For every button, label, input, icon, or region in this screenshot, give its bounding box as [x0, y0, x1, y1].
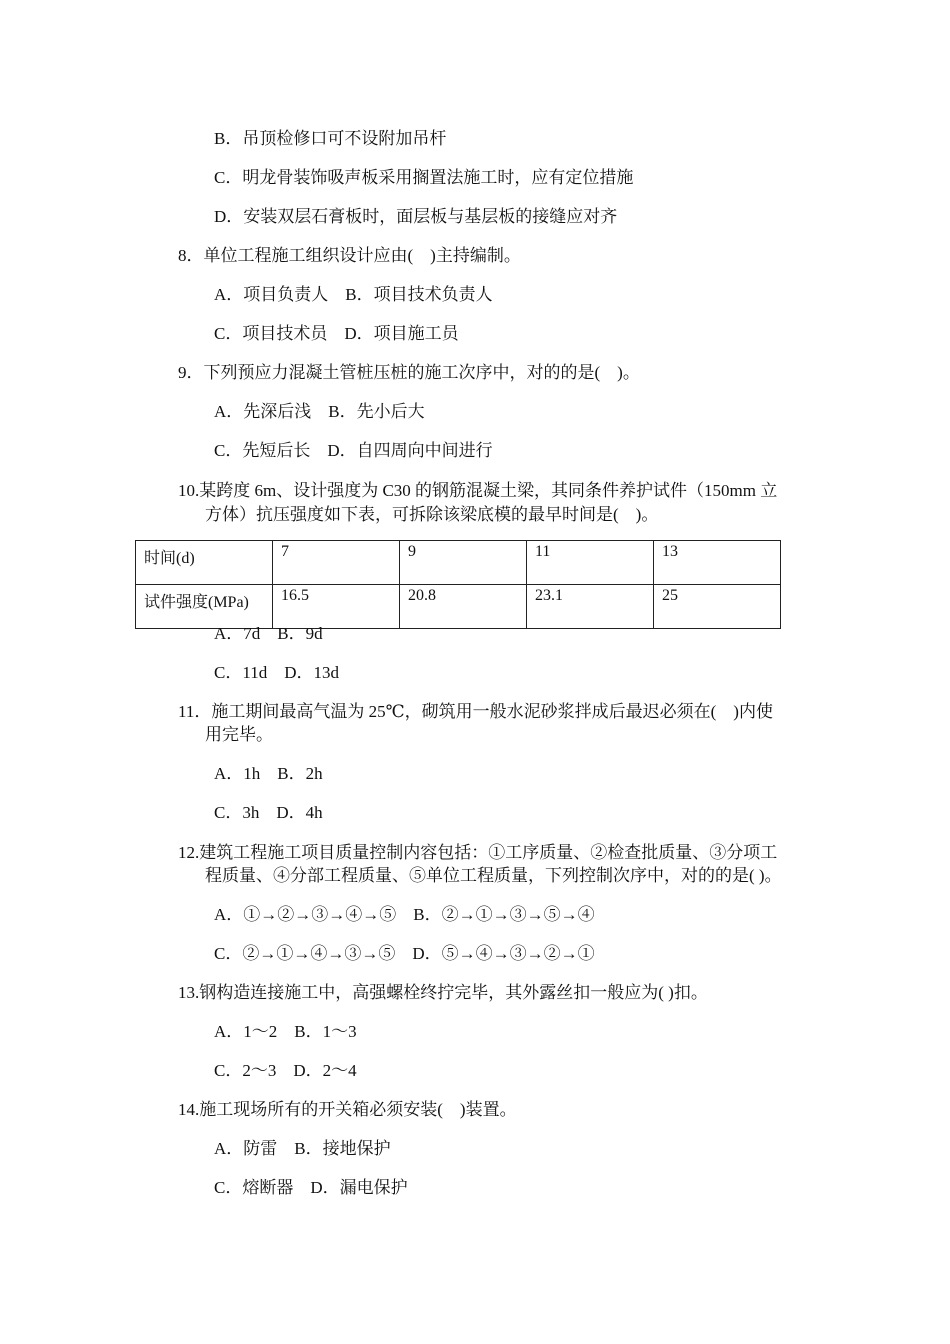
table-row	[136, 585, 781, 629]
question-12-line1: 12.建筑工程施工项目质量控制内容包括：①工序质量、②检查批质量、③分项工	[178, 843, 778, 862]
q14-options-ab: A．防雷 B．接地保护	[214, 1139, 391, 1158]
question-11-line1: 11．施工期间最高气温为 25℃，砌筑用一般水泥砂浆拌成后最迟必须在( )内使	[178, 702, 773, 721]
question-9: 9．下列预应力混凝土管桩压桩的施工次序中，对的的是( )。	[178, 363, 640, 382]
question-10-line1: 10.某跨度 6m、设计强度为 C30 的钢筋混凝土梁，其同条件养护试件（150mm 立	[178, 481, 778, 500]
table-cell: 20.8	[400, 585, 527, 629]
table-cell: 16.5	[273, 585, 400, 629]
q10-options-cd: C．11d D．13d	[214, 663, 339, 682]
question-11-line2: 用完毕。	[205, 725, 273, 744]
q9-options-cd: C．先短后长 D．自四周向中间进行	[214, 441, 493, 460]
table-row	[136, 541, 781, 585]
table-header-time: 时间(d)	[136, 541, 273, 585]
question-12-line2: 程质量、④分部工程质量、⑤单位工程质量，下列控制次序中，对的的是( )。	[205, 866, 782, 885]
q14-options-cd: C．熔断器 D．漏电保护	[214, 1178, 408, 1197]
question-13: 13.钢构造连接施工中，高强螺栓终拧完毕，其外露丝扣一般应为( )扣。	[178, 983, 708, 1002]
q8-options-cd: C．项目技术员 D．项目施工员	[214, 324, 459, 343]
q12-options-ab: A．①→②→③→④→⑤ B．②→①→③→⑤→④	[214, 905, 595, 924]
table-cell: 11	[527, 541, 654, 585]
table-cell: 23.1	[527, 585, 654, 629]
table-header-strength: 试件强度(MPa)	[136, 585, 273, 629]
q13-options-ab: A．1～2 B．1～3	[214, 1022, 357, 1041]
q11-options-ab: A．1h B．2h	[214, 764, 323, 783]
q7-option-b: B．吊顶检修口可不设附加吊杆	[214, 129, 447, 148]
table-cell: 25	[654, 585, 781, 629]
question-14: 14.施工现场所有的开关箱必须安装( )装置。	[178, 1100, 517, 1119]
q7-option-c: C．明龙骨装饰吸声板采用搁置法施工时，应有定位措施	[214, 168, 634, 187]
q7-option-d: D．安装双层石膏板时，面层板与基层板的接缝应对齐	[214, 207, 618, 226]
table-cell: 7	[273, 541, 400, 585]
table-cell: 9	[400, 541, 527, 585]
q11-options-cd: C．3h D．4h	[214, 803, 323, 822]
q13-options-cd: C．2～3 D．2～4	[214, 1061, 357, 1080]
question-10-line2: 方体）抗压强度如下表，可拆除该梁底模的最早时间是( )。	[205, 505, 659, 524]
q8-options-ab: A．项目负责人 B．项目技术负责人	[214, 285, 493, 304]
q12-options-cd: C．②→①→④→③→⑤ D．⑤→④→③→②→①	[214, 944, 595, 963]
question-8: 8．单位工程施工组织设计应由( )主持编制。	[178, 246, 521, 265]
table-cell: 13	[654, 541, 781, 585]
q9-options-ab: A．先深后浅 B．先小后大	[214, 402, 425, 421]
q10-options-ab: A．7d B．9d	[214, 624, 323, 643]
strength-table	[135, 540, 781, 629]
